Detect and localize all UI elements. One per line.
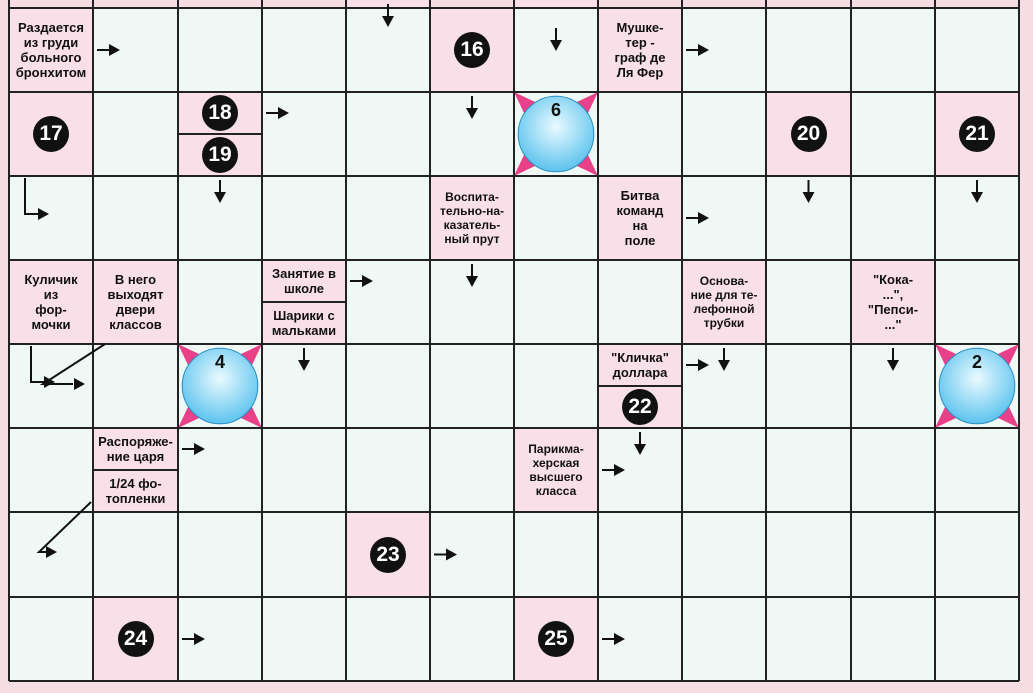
- answer-cell: [682, 8, 766, 92]
- number-cell-n25: [514, 597, 598, 681]
- split-divider: [178, 133, 262, 135]
- answer-cell: [430, 512, 514, 597]
- answer-cell: [766, 260, 851, 344]
- number-cell-n20: [766, 92, 851, 176]
- clue-text: Парикма- херская высшего класса: [528, 442, 584, 498]
- answer-cell: [514, 260, 598, 344]
- bubble-number: 6: [550, 100, 561, 120]
- number-cell-n21: [935, 92, 1019, 176]
- clue-text-top: "Кличка" доллара: [611, 350, 669, 380]
- answer-cell: [766, 344, 851, 428]
- answer-cell: [766, 428, 851, 512]
- clue-cell-c-kulichik: [9, 260, 93, 344]
- answer-cell: [598, 92, 682, 176]
- number-cell-n23: [346, 512, 430, 597]
- clue-cell-c-mushketer: [598, 8, 682, 92]
- clue-text: В него выходят двери классов: [107, 272, 164, 332]
- answer-cell: [682, 344, 766, 428]
- answer-cell: [262, 176, 346, 260]
- number-badge: 17: [33, 116, 69, 152]
- split-clue-cell-s-rasporyazhenie: [93, 428, 178, 512]
- answer-cell: [93, 92, 178, 176]
- answer-cell: [851, 344, 935, 428]
- answer-cell: [935, 260, 1019, 344]
- answer-cell: [598, 597, 682, 681]
- answer-cell: [346, 8, 430, 92]
- answer-cell: [262, 92, 346, 176]
- split-clue-cell-s-18-19: [178, 92, 262, 176]
- answer-cell: [9, 176, 93, 260]
- answer-cell: [93, 512, 178, 597]
- answer-cell: [262, 512, 346, 597]
- answer-cell: [851, 428, 935, 512]
- answer-cell: [935, 176, 1019, 260]
- number-badge: 23: [370, 537, 406, 573]
- answer-cell: [346, 176, 430, 260]
- answer-cell: [346, 428, 430, 512]
- partial-clue-cell: [346, 0, 430, 8]
- answer-cell: [9, 597, 93, 681]
- number-badge: 22: [622, 389, 658, 425]
- answer-cell: [178, 176, 262, 260]
- split-clue-cell-s-klichka: [598, 344, 682, 428]
- partial-clue-cell: [514, 0, 598, 8]
- answer-cell: [514, 512, 598, 597]
- answer-cell: [514, 344, 598, 428]
- answer-cell: [514, 176, 598, 260]
- answer-cell: [430, 344, 514, 428]
- clue-text: Раздается из груди больного бронхитом: [15, 20, 87, 80]
- clue-text-top: Распоряже- ние царя: [98, 434, 173, 464]
- number-badge: 16: [454, 32, 490, 68]
- answer-cell: [935, 8, 1019, 92]
- clue-text-top: Занятие в школе: [271, 266, 336, 296]
- answer-cell: [262, 428, 346, 512]
- split-clue-cell-s-zanyatie: [262, 260, 346, 344]
- answer-cell: [262, 597, 346, 681]
- answer-cell: [430, 260, 514, 344]
- number-badge: 21: [959, 116, 995, 152]
- clue-text: "Кока- ...", "Пепси- ...": [867, 272, 919, 332]
- answer-cell: [430, 428, 514, 512]
- answer-cell: [93, 8, 178, 92]
- clue-cell-c-parikmaherskaya: [514, 428, 598, 512]
- answer-cell: [346, 260, 430, 344]
- answer-cell: [851, 176, 935, 260]
- clue-cell-c-osnovanie: [682, 260, 766, 344]
- clue-text: Основа- ние для те- лефонной трубки: [690, 274, 758, 330]
- answer-cell: [598, 260, 682, 344]
- answer-cell: [766, 512, 851, 597]
- answer-cell: [682, 597, 766, 681]
- answer-cell: [178, 597, 262, 681]
- answer-cell: [93, 344, 178, 428]
- answer-cell: [935, 512, 1019, 597]
- answer-cell: [766, 597, 851, 681]
- clue-text: Битва команд на поле: [616, 188, 664, 248]
- answer-cell: [346, 344, 430, 428]
- number-cell-n24: [93, 597, 178, 681]
- clue-text-bottom: 1/24 фо- топленки: [105, 476, 166, 506]
- answer-cell: [346, 597, 430, 681]
- answer-cell: [430, 92, 514, 176]
- answer-cell: [430, 597, 514, 681]
- clue-text: Мушке- тер - граф де Ля Фер: [614, 20, 666, 80]
- answer-cell: [935, 597, 1019, 681]
- number-badge: 20: [791, 116, 827, 152]
- answer-cell: [682, 92, 766, 176]
- answer-cell: [178, 8, 262, 92]
- answer-cell: [851, 512, 935, 597]
- answer-cell: [851, 597, 935, 681]
- answer-cell: [9, 512, 93, 597]
- number-cell-n17: [9, 92, 93, 176]
- answer-cell: [346, 92, 430, 176]
- answer-cell: [851, 8, 935, 92]
- clue-text-bottom: Шарики с мальками: [271, 308, 337, 338]
- answer-cell: [598, 428, 682, 512]
- answer-cell: [935, 428, 1019, 512]
- answer-cell: [682, 512, 766, 597]
- answer-cell: [262, 344, 346, 428]
- clue-cell-c-koka: [851, 260, 935, 344]
- clue-text: Воспита- тельно-на- казатель- ный прут: [439, 190, 505, 246]
- answer-cell: [178, 260, 262, 344]
- number-badge: 24: [118, 621, 154, 657]
- answer-cell: [682, 428, 766, 512]
- number-cell-n16: [430, 8, 514, 92]
- answer-cell: [514, 8, 598, 92]
- clue-cell-c-bitva: [598, 176, 682, 260]
- number-badge: 25: [538, 621, 574, 657]
- answer-cell: [262, 8, 346, 92]
- answer-cell: [178, 428, 262, 512]
- bubble-cell-b4: [178, 344, 262, 428]
- answer-cell: [766, 8, 851, 92]
- answer-cell: [9, 428, 93, 512]
- answer-cell: [682, 176, 766, 260]
- answer-cell: [598, 512, 682, 597]
- bubble-number: 4: [214, 352, 225, 372]
- bubble-cell-b2: [935, 344, 1019, 428]
- clue-text: Куличик из фор- мочки: [24, 272, 78, 332]
- bubble-number: 2: [971, 352, 982, 372]
- clue-cell-c-v-nego: [93, 260, 178, 344]
- answer-cell: [9, 344, 93, 428]
- number-badge: 19: [202, 137, 238, 173]
- bubble-cell-b6: [514, 92, 598, 176]
- number-badge: 18: [202, 95, 238, 131]
- answer-cell: [851, 92, 935, 176]
- answer-cell: [766, 176, 851, 260]
- clue-cell-c-razdaetsya: [9, 8, 93, 92]
- answer-cell: [93, 176, 178, 260]
- answer-cell: [178, 512, 262, 597]
- clue-cell-c-vospitatelno: [430, 176, 514, 260]
